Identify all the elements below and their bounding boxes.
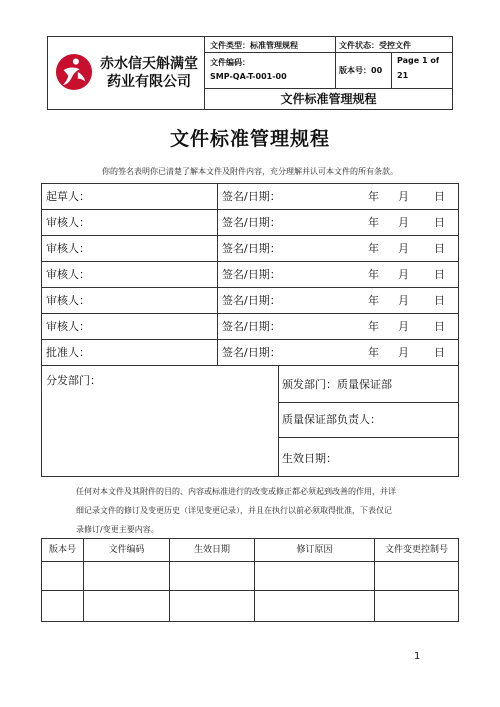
page-of-line2: 21 [397,71,409,80]
day-label: 日 [434,346,445,359]
revision-paragraph [76,482,436,539]
day-label: 日 [434,242,445,255]
company-name [96,55,202,91]
header-divider [391,52,392,88]
month-label: 月 [398,294,409,307]
company-name-line1: 赤水信天斛满堂 [100,56,198,72]
role-label: 审核人： [46,268,90,281]
year-label: 年 [368,346,379,359]
distribution-row-line [278,437,458,438]
distribution-label: 分发部门： [46,374,101,387]
signature-table [41,183,459,477]
month-label: 月 [398,346,409,359]
day-label: 日 [434,190,445,203]
month-label: 月 [398,268,409,281]
signature-row [42,210,458,236]
year-label: 年 [368,320,379,333]
signature-note: 你的签名表明你已清楚了解本文件及附件内容，充分理解并认可本文件的所有条款。 [102,167,398,176]
paragraph-line: 细记录文件的修订及变更历史（详见变更记录），并且在执行以前必须取得批准，下表仅记 [76,506,392,515]
version-number: 版本号：00 [339,66,383,75]
day-label: 日 [434,216,445,229]
role-label: 起草人： [46,190,90,203]
page-title: 文件标准管理规程 [169,128,330,150]
company-name-line2: 药业有限公司 [107,74,191,90]
month-label: 月 [398,216,409,229]
issuing-department: 颁发部门：质量保证部 [282,378,392,391]
document-header [47,36,453,110]
signature-row [42,288,458,314]
qa-head-label: 质量保证部负责人： [282,413,381,426]
sign-date-label: 签名/日期： [222,346,281,359]
company-logo-icon [55,53,93,91]
signature-row [42,314,458,340]
page-of-line1: Page 1 of [397,56,440,65]
header-doc-title: 文件标准管理规程 [280,92,377,106]
year-label: 年 [368,242,379,255]
header-divider [335,37,336,88]
sign-date-label: 签名/日期： [222,268,281,281]
signature-row [42,340,458,366]
page-number: 1 [414,651,421,662]
signature-row [42,262,458,288]
distribution-row-line [278,402,458,403]
col-header-doc-code: 文件编码 [108,545,145,555]
role-label: 审核人： [46,320,90,333]
day-label: 日 [434,320,445,333]
doc-code: SMP-QA-T-001-00 [210,72,287,81]
day-label: 日 [434,294,445,307]
sign-date-label: 签名/日期： [222,320,281,333]
paragraph-line: 录修订/变更主要内容。 [76,525,159,534]
signature-row [42,184,458,210]
sign-date-label: 签名/日期： [222,294,281,307]
doc-type: 文件类型：标准管理规程 [210,41,298,50]
year-label: 年 [368,294,379,307]
sign-date-label: 签名/日期： [222,190,281,203]
doc-code-label: 文件编码： [210,58,250,67]
role-label: 批准人： [46,346,90,359]
company-logo-cell [48,37,205,109]
month-label: 月 [398,190,409,203]
table-row-line [42,561,458,562]
role-label: 审核人： [46,294,90,307]
role-label: 审核人： [46,242,90,255]
role-label: 审核人： [46,216,90,229]
sign-date-label: 签名/日期： [222,216,281,229]
month-label: 月 [398,242,409,255]
year-label: 年 [368,268,379,281]
paragraph-line: 任何对本文件及其附件的目的、内容或标准进行的改变或修正都必须起到改善的作用，并详 [76,487,396,496]
col-header-version: 版本号 [48,545,76,555]
col-header-change-control-no: 文件变更控制号 [384,545,448,555]
revision-table [41,538,459,622]
month-label: 月 [398,320,409,333]
day-label: 日 [434,268,445,281]
effective-date-label: 生效日期： [282,452,337,465]
table-row-line [42,590,458,591]
distribution-divider [278,366,279,476]
col-header-effective-date: 生效日期 [193,545,230,555]
col-header-revision-reason: 修订原因 [296,545,333,555]
header-divider [205,52,452,53]
signature-row [42,236,458,262]
sign-date-label: 签名/日期： [222,242,281,255]
year-label: 年 [368,190,379,203]
doc-status: 文件状态：受控文件 [339,41,411,50]
year-label: 年 [368,216,379,229]
